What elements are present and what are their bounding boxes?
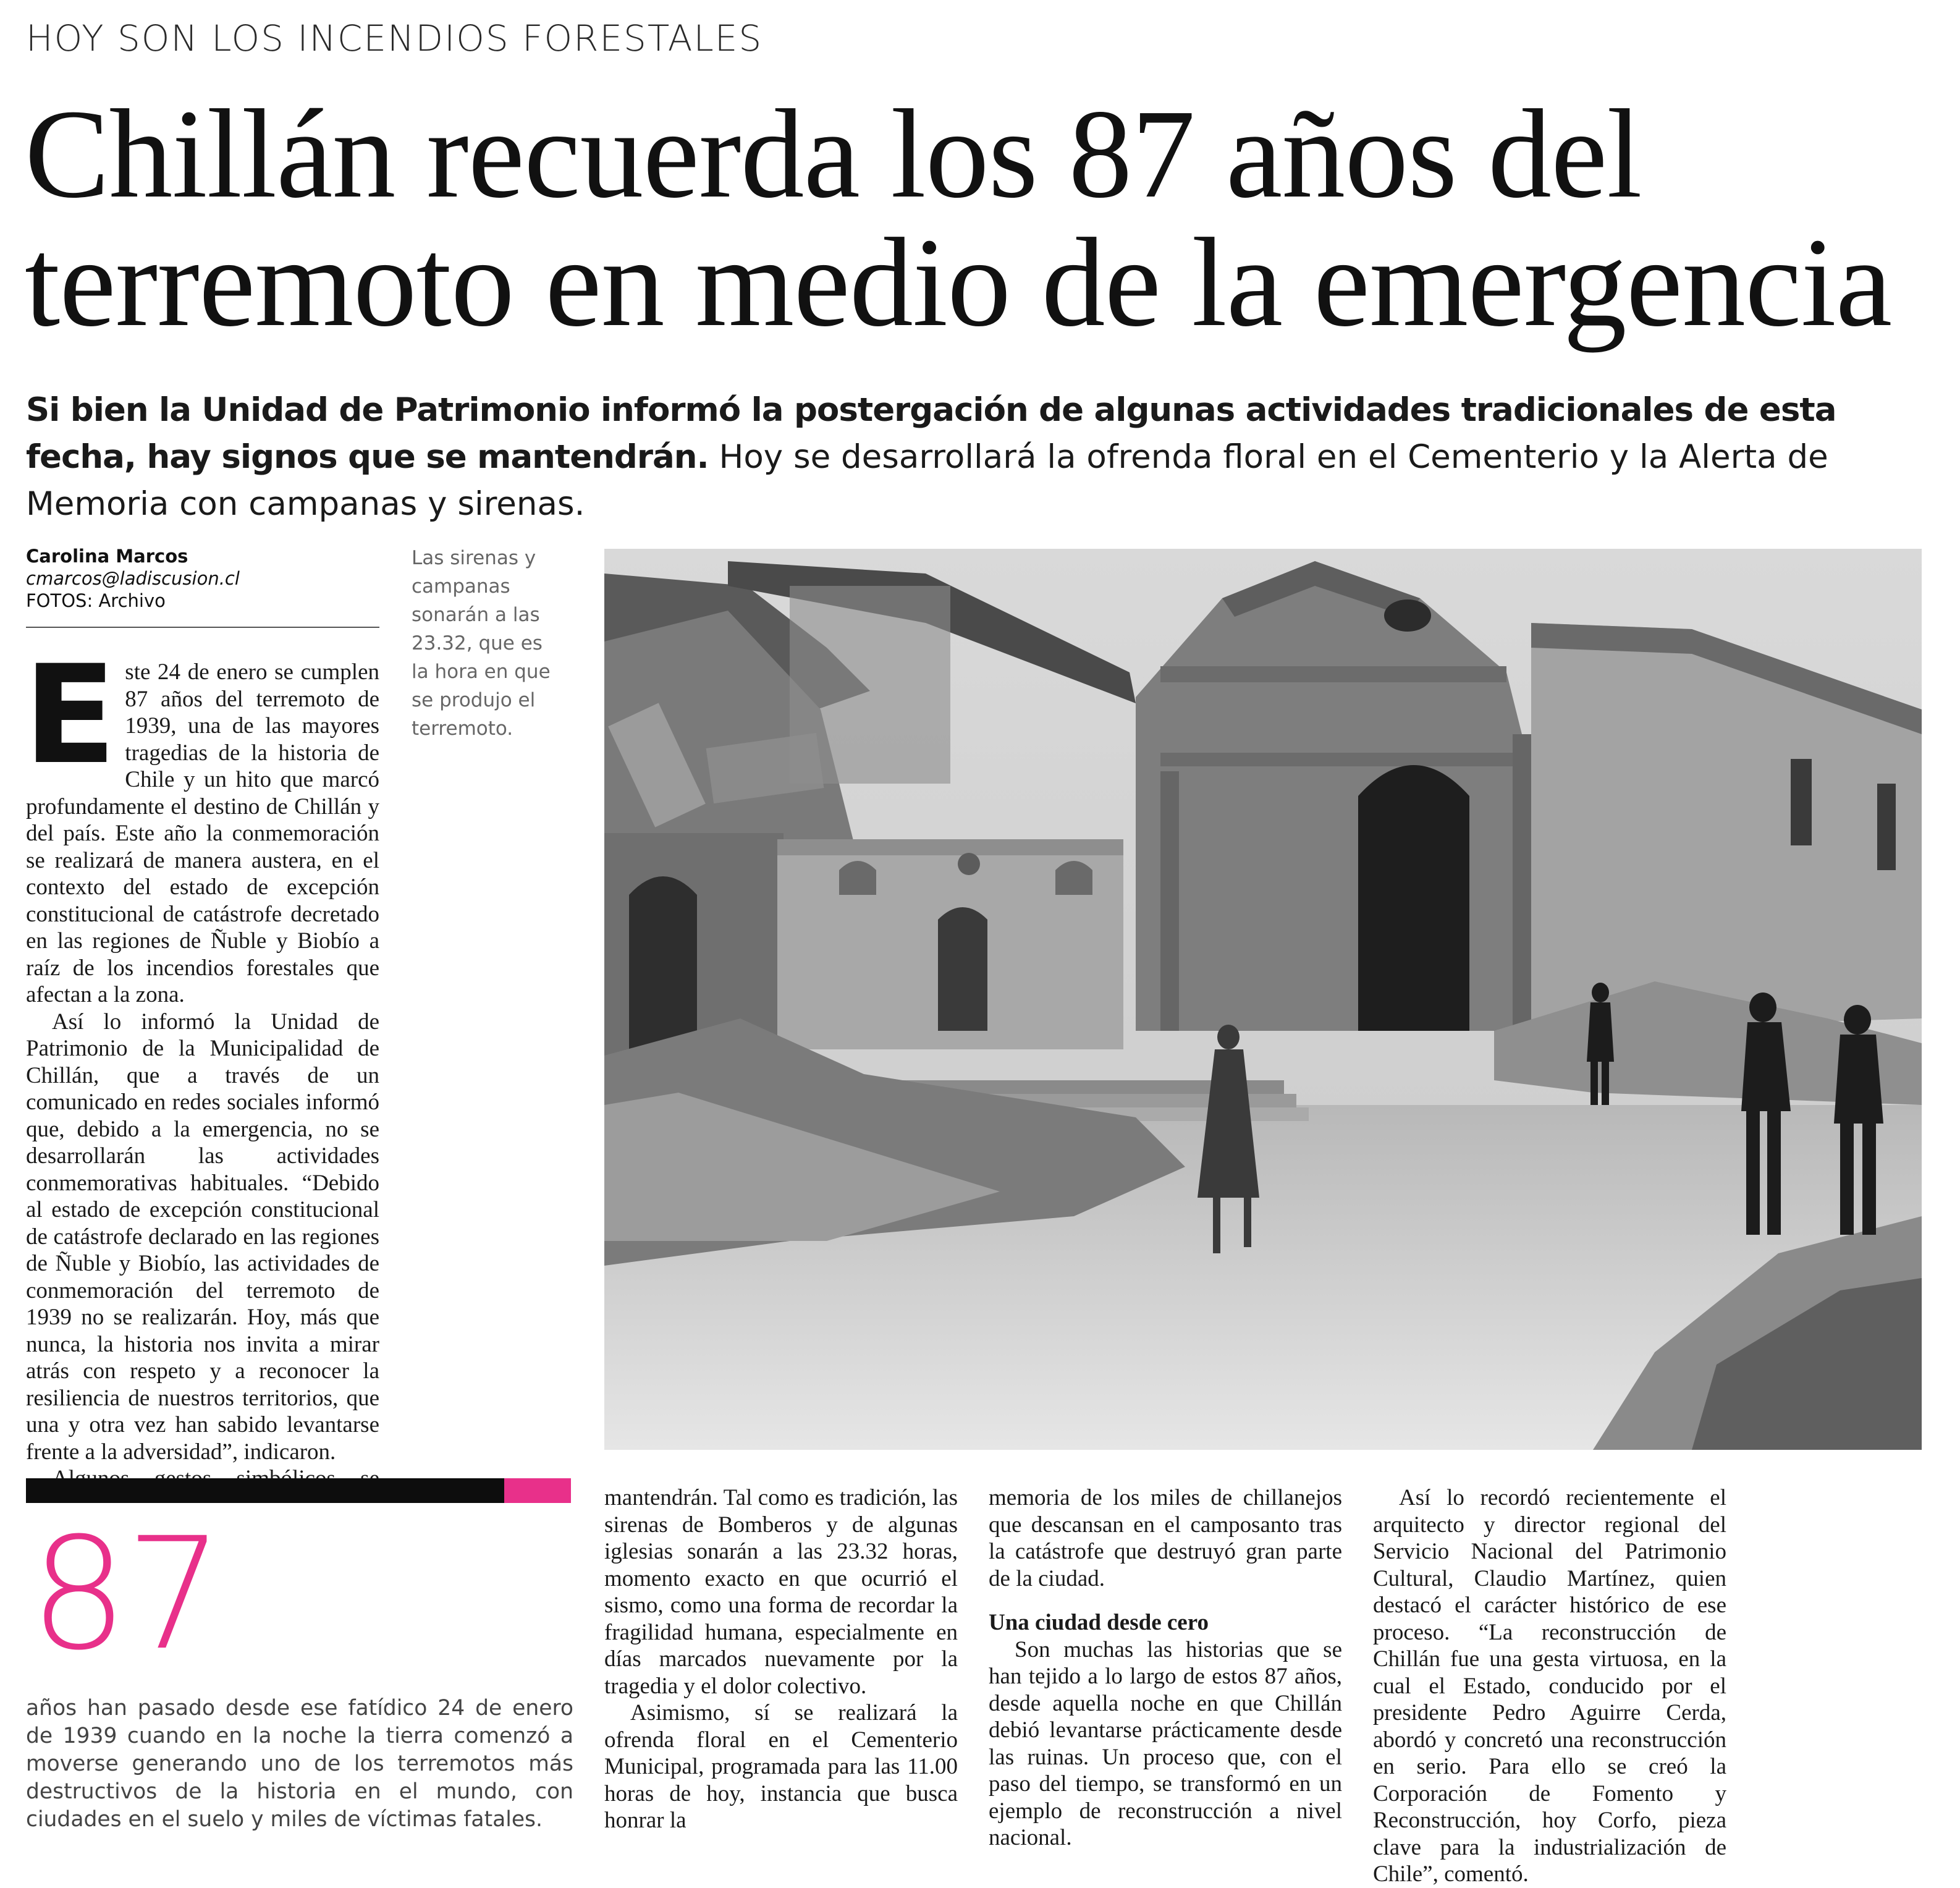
- paragraph-8: Así lo recordó recientemente el arquitecto y director regional del Servicio Nacional del Patrimonio Cultural, Claudio Martínez, quien destacó el carácter histórico de ese proceso. “La reconstrucción de Chillán fue una gesta virtuosa, en la cual el Estado, conducido por el presidente Pedro Aguirre Cerda, abordó y concretó una reconstrucción en serio. Para ello se creó la Corporación de Fomento y Reconstrucción, hoy Corfo, pieza clave para la industrialización de Chile”, comentó.: [1373, 1485, 1726, 1887]
- headline-line-2: terremoto en medio de la emergencia: [25, 211, 1892, 353]
- factbox-number: 87: [30, 1504, 222, 1684]
- photo-caption: Las sirenas y campanas sonarán a las 23.32, que es la hora en que se produjo el terremoto.: [412, 547, 551, 740]
- article-column-2: [604, 1484, 958, 1834]
- article-column-1: [23, 636, 379, 1492]
- dek-regular: Hoy se desarrollará la ofrenda floral en el Cementerio y la Alerta de Memoria con campanas y sirenas.: [26, 438, 1828, 523]
- byline: [26, 545, 379, 612]
- dek-bold: Si bien la Unidad de Patrimonio informó la postergación de algunas actividades tradicionales de esta fecha, hay signos que se mantendrán.: [26, 391, 1836, 476]
- paragraph-5: Asimismo, sí se realizará la ofrenda floral en el Cementerio Municipal, programada para las 11.00 horas de hoy, instancia que busca honrar la: [604, 1700, 958, 1833]
- paragraph-7: Son muchas las historias que se han tejido a lo largo de estos 87 años, desde aquella noche en que Chillán debió levantarse prácticamente desde las ruinas. Un proceso que, con el paso del tiempo, se transformó en un ejemplo de reconstrucción a nivel nacional.: [989, 1636, 1342, 1850]
- photo-credit: FOTOS: Archivo: [26, 590, 166, 611]
- headline-line-1: Chillán recuerda los 87 años del: [25, 83, 1642, 224]
- paragraph-2: Así lo informó la Unidad de Patrimonio de la Municipalidad de Chillán, que a través de un comunicado en redes sociales informó que, debido a la emergencia, no se desarrollarán las actividades conmemorativas habituales. “Debido al estado de excepción constitucional de catástrofe declarado en las regiones de Ñuble y Biobío, las actividades de conmemoración del terremoto de 1939 no se realizarán. Hoy, más que nunca, la historia nos invita a mirar atrás con respeto y a reconocer la resiliencia de nuestros territorios, que una y otra vez han sabido levantarse frente a la adversidad”, indicaron.: [26, 1009, 379, 1465]
- author-name: Carolina Marcos: [26, 546, 188, 567]
- paragraph-4: mantendrán. Tal como es tradición, las sirenas de Bomberos y de algunas iglesias sonarán a las 23.32 horas, momento exacto en que ocurrió el sismo, como una forma de recordar la fragilidad humana, especialmente en días marcados nuevamente por la tragedia y el dolor colectivo.: [604, 1485, 958, 1699]
- ruined-church-image: [604, 549, 1922, 1450]
- article-column-4: [1373, 1484, 1726, 1888]
- headline: [25, 83, 1928, 353]
- paragraph-6: memoria de los miles de chillanejos que descansan en el camposanto tras la catástrofe que destruyó gran parte de la ciudad.: [989, 1485, 1342, 1591]
- kicker: HOY SON LOS INCENDIOS FORESTALES: [26, 17, 763, 59]
- factbox-bar-black: [26, 1478, 504, 1503]
- author-email: cmarcos@ladiscusion.cl: [26, 568, 240, 589]
- subhead: Una ciudad desde cero: [989, 1610, 1209, 1635]
- earthquake-archive-photo: [604, 549, 1922, 1450]
- factbox-bar-pink: [504, 1478, 571, 1503]
- dek: [26, 387, 1935, 528]
- drop-cap: E: [23, 636, 117, 794]
- paragraph-1: ste 24 de enero se cumplen 87 años del terremoto de 1939, una de las mayores tragedias de la historia de Chile y un hito que marcó profundamente el destino de Chillán y del país. Este año la conmemoración se realizará de manera austera, en el contexto del estado de excepción constitucional de catástrofe decretado en las regiones de Ñuble y Biobío a raíz de los incendios forestales que afectan a la zona.: [26, 659, 379, 1007]
- factbox-text: años han pasado desde ese fatídico 24 de enero de 1939 cuando en la noche la tierra comenzó a moverse generando uno de los terremotos más destructivos de la historia en el mundo, con ciudades en el suelo y miles de víctimas fatales.: [26, 1696, 573, 1832]
- article-column-3: [989, 1484, 1342, 1852]
- byline-divider: [26, 627, 379, 628]
